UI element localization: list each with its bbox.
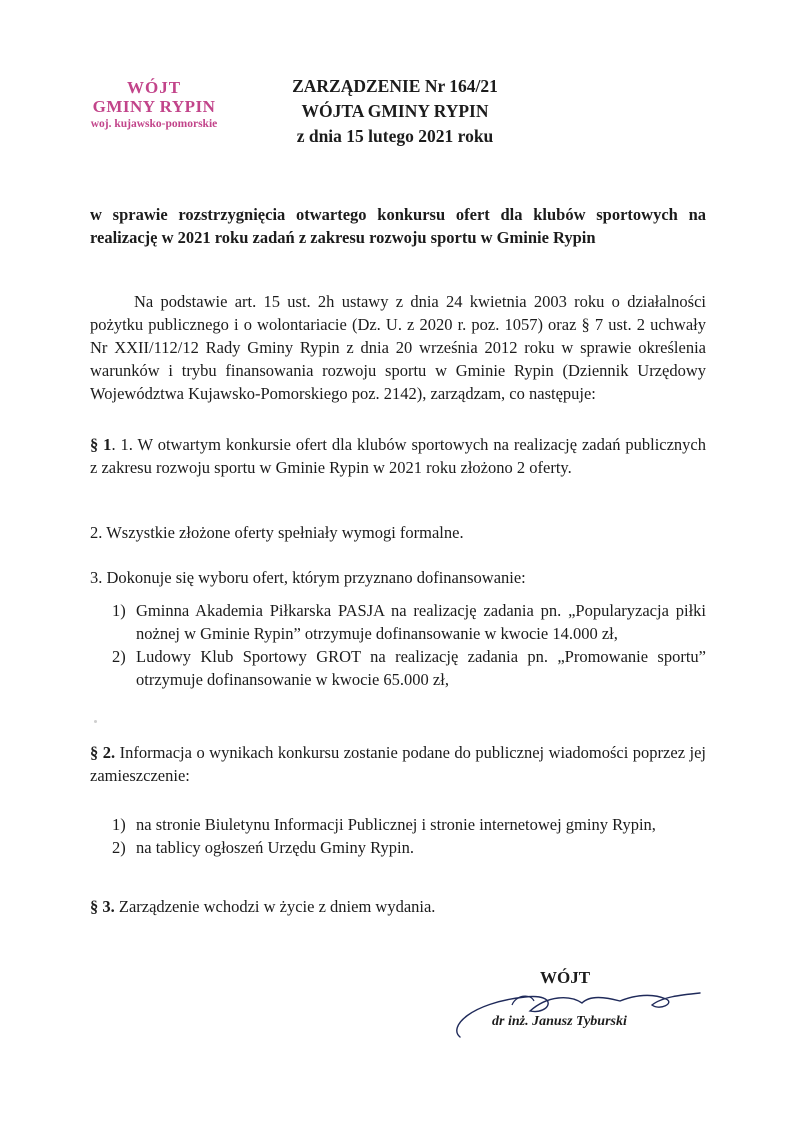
signatory-title: WÓJT — [540, 968, 591, 987]
stamp-line-1: WÓJT — [126, 78, 182, 97]
section-2-text: Informacja o wynikach konkursu zostanie podane do publicznej wiadomości poprzez jej zamieszczenie: — [90, 743, 706, 785]
legal-basis-paragraph: Na podstawie art. 15 ust. 2h ustawy z dnia 24 kwietnia 2003 roku o działalności pożytku publicznego i o wolontariacie (Dz. U. z 2020 r. poz. 1057) oraz § 7 ust. 2 uchwały Nr XXII/112/12 Rady Gminy Rypin z dnia 20 września 2012 roku w sprawie określenia warunków i trybu finansowania rozwoju sportu w Gminie Rypin (Dziennik Urzędowy Województwa Kujawsko-Pomorskiego poz. 2142), zarządzam, co następuje: — [90, 292, 706, 403]
ordinance-number: ZARZĄDZENIE Nr 164/21 — [292, 76, 498, 96]
section-1-text: . 1. W otwartym konkursie ofert dla klubów sportowych na realizację zadań publicznych z zakresu rozwoju sportu w Gminie Rypin w 2021 roku złożono 2 oferty. — [90, 435, 707, 477]
section-1-paragraph-3: 3. Dokonuje się wyboru ofert, którym przyznano dofinansowanie: — [90, 568, 526, 587]
stamp-line-2: GMINY RYPIN — [92, 97, 216, 116]
list-item-number: 1) — [112, 815, 126, 834]
section-1-paragraph-1 — [90, 433, 706, 479]
list-item — [112, 813, 706, 836]
list-item-text: Ludowy Klub Sportowy GROT na realizację zadania pn. „Promowanie sportu” otrzymuje dofinansowanie w kwocie 65.000 zł, — [136, 647, 706, 689]
section-3-paragraph — [90, 895, 706, 918]
official-stamp — [78, 78, 230, 132]
list-item-number: 2) — [112, 647, 126, 666]
scan-speck — [94, 720, 97, 723]
list-item — [112, 836, 706, 859]
document-header — [240, 74, 550, 149]
list-item-number: 1) — [112, 601, 126, 620]
document-subject: w sprawie rozstrzygnięcia otwartego konkursu ofert dla klubów sportowych na realizację w 2021 roku zadań z zakresu rozwoju sportu w Gminie Rypin — [90, 205, 706, 247]
section-2-paragraph — [90, 741, 706, 787]
publication-list — [112, 813, 706, 859]
list-item-text: na tablicy ogłoszeń Urzędu Gminy Rypin. — [136, 838, 414, 857]
issue-date: z dnia 15 lutego 2021 roku — [296, 126, 494, 146]
section-1-label: § 1 — [90, 435, 112, 454]
section-1-paragraph-2: 2. Wszystkie złożone oferty spełniały wymogi formalne. — [90, 523, 464, 542]
handwritten-signature-icon — [430, 975, 720, 1045]
signatory-name: dr inż. Janusz Tyburski — [492, 1014, 627, 1029]
issuer: WÓJTA GMINY RYPIN — [301, 101, 489, 121]
list-item — [112, 599, 706, 645]
section-2-label: § 2. — [90, 743, 116, 762]
list-item — [112, 645, 706, 691]
awarded-offers-list — [112, 599, 706, 691]
list-item-text: na stronie Biuletynu Informacji Publicznej i stronie internetowej gminy Rypin, — [136, 815, 656, 834]
section-3-label: § 3. — [90, 897, 115, 916]
stamp-line-3: woj. kujawsko-pomorskie — [90, 118, 218, 130]
list-item-text: Gminna Akademia Piłkarska PASJA na realizację zadania pn. „Popularyzacja piłki nożnej w Gminie Rypin” otrzymuje dofinansowanie w kwocie 14.000 zł, — [136, 601, 706, 643]
list-item-number: 2) — [112, 838, 126, 857]
section-3-text: Zarządzenie wchodzi w życie z dniem wydania. — [114, 897, 436, 916]
